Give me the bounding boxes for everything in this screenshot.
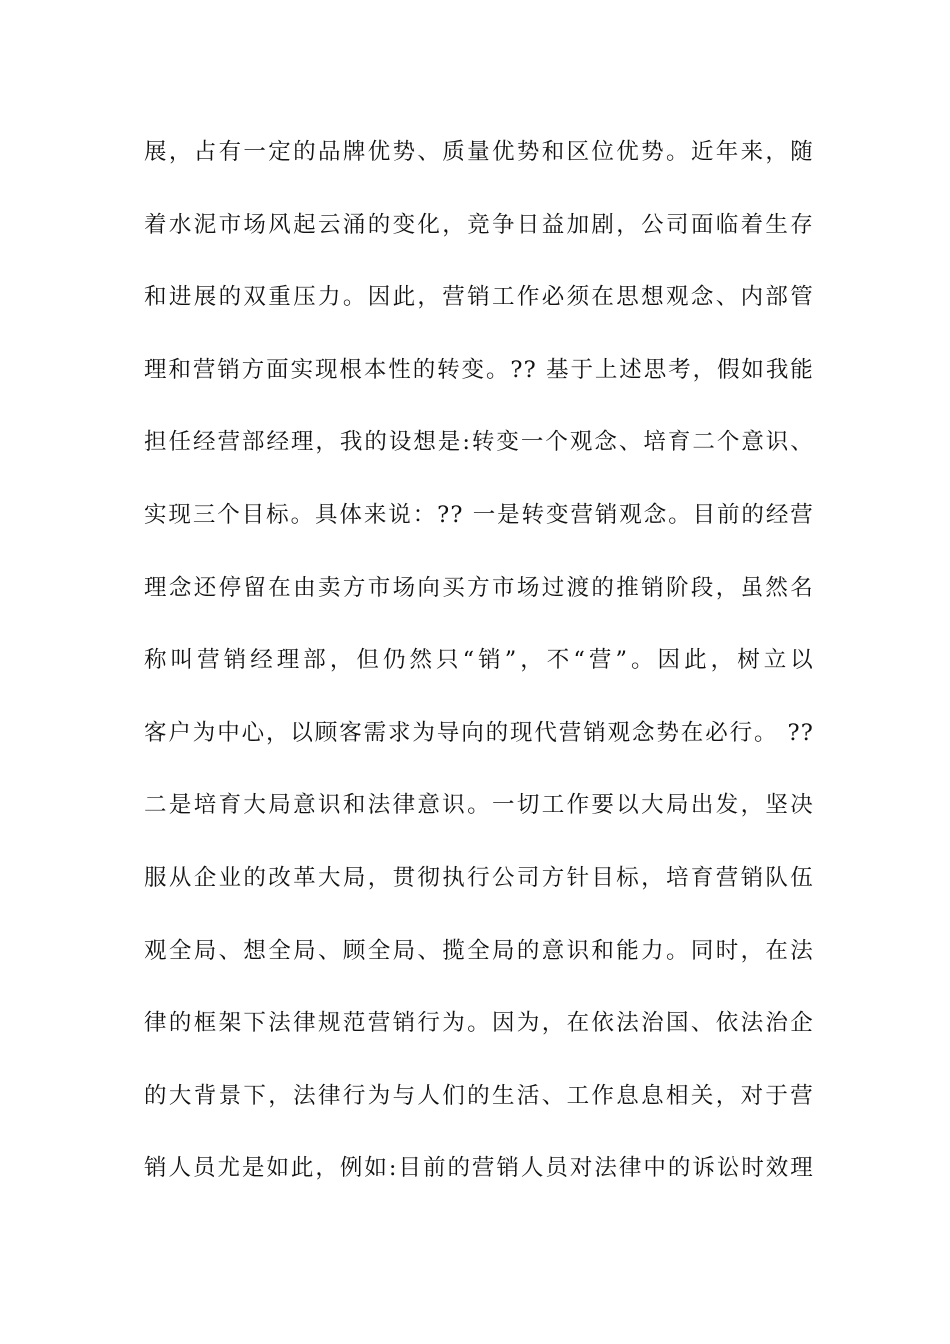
text-line: 理和营销方面实现根本性的转变。?? 基于上述思考，假如我能 xyxy=(144,356,814,383)
text-line: 和进展的双重压力。因此，营销工作必须在思想观念、内部管 xyxy=(144,284,814,311)
text-line: 销人员尤是如此，例如:目前的营销人员对法律中的诉讼时效理 xyxy=(144,1155,814,1182)
text-line: 服从企业的改革大局，贯彻执行公司方针目标，培育营销队伍 xyxy=(144,864,814,891)
text-line: 称叫营销经理部，但仍然只“销”，不“营”。因此，树立以 xyxy=(144,647,814,674)
text-line: 实现三个目标。具体来说：?? 一是转变营销观念。目前的经营 xyxy=(144,501,814,528)
text-line: 观全局、想全局、顾全局、揽全局的意识和能力。同时，在法 xyxy=(144,937,814,964)
text-line: 律的框架下法律规范营销行为。因为，在依法治国、依法治企 xyxy=(144,1010,814,1037)
text-line: 二是培育大局意识和法律意识。一切工作要以大局出发，坚决 xyxy=(144,792,814,819)
text-line: 展，占有一定的品牌优势、质量优势和区位优势。近年来，随 xyxy=(144,139,814,165)
body-text xyxy=(144,126,814,1215)
text-line: 的大背景下，法律行为与人们的生活、工作息息相关，对于营 xyxy=(144,1082,814,1109)
text-line: 担任经营部经理，我的设想是:转变一个观念、培育二个意识、 xyxy=(144,429,814,456)
text-line: 着水泥市场风起云涌的变化，竞争日益加剧，公司面临着生存 xyxy=(144,211,814,238)
text-line: 客户为中心，以顾客需求为导向的现代营销观念势在必行。 ?? xyxy=(144,719,814,746)
text-line: 理念还停留在由卖方市场向买方市场过渡的推销阶段，虽然名 xyxy=(144,574,814,601)
